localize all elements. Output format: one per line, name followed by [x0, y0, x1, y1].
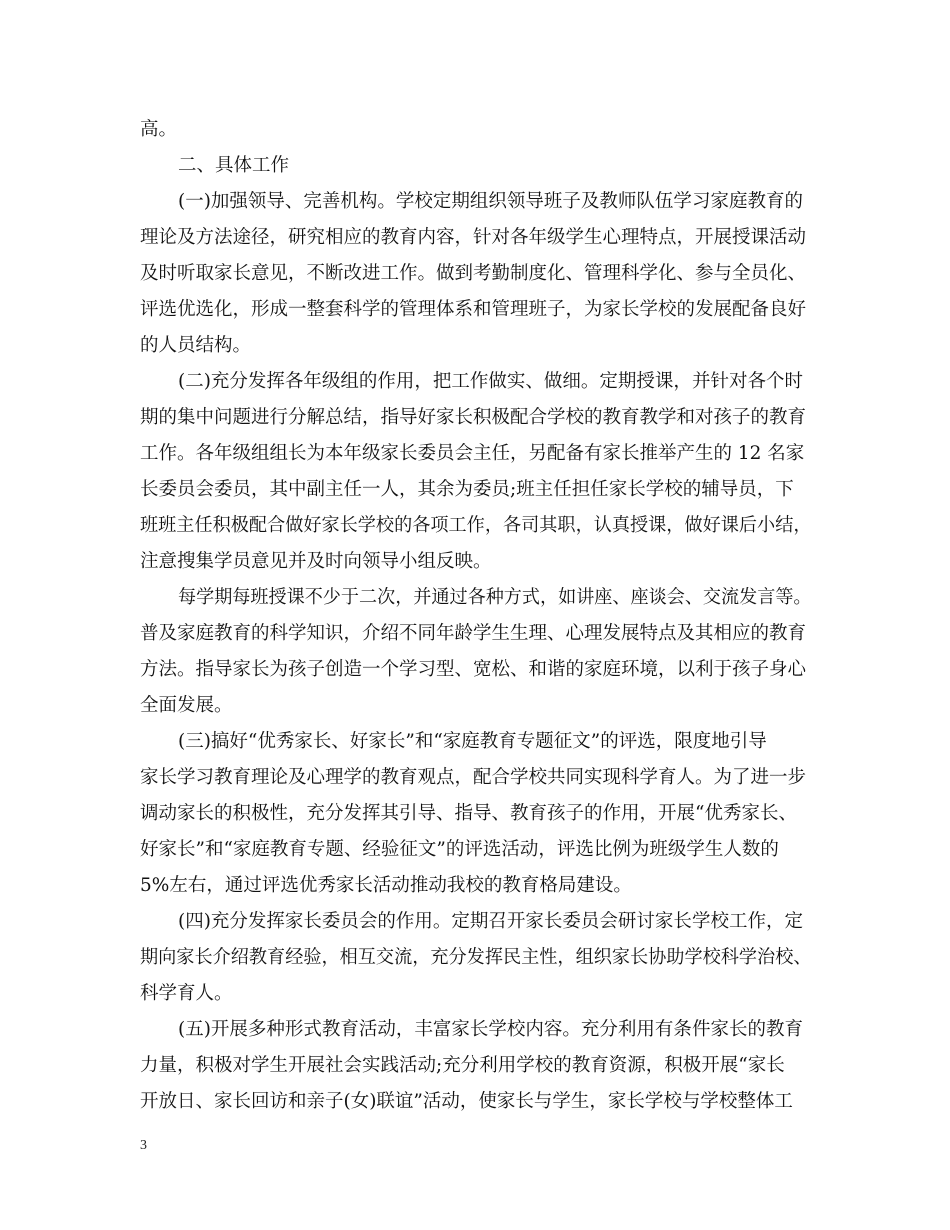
text-line: (五)开展多种形式教育活动，丰富家长学校内容。充分利用有条件家长的教育: [178, 1019, 803, 1040]
text-line: 力量，积极对学生开展社会实践活动;充分利用学校的教育资源，积极开展“家长: [140, 1055, 785, 1076]
text-line: 期向家长介绍教育经验，相互交流，充分发挥民主性，组织家长协助学校科学治校、: [140, 947, 812, 968]
text-line: 高。: [140, 119, 178, 140]
text-line: (二)充分发挥各年级组的作用，把工作做实、做细。定期授课，并针对各个时: [178, 371, 803, 392]
section-heading: 二、具体工作: [178, 155, 290, 176]
text-line: 科学育人。: [140, 983, 233, 1004]
text-line: 班班主任积极配合做好家长学校的各项工作，各司其职，认真授课，做好课后小结，: [140, 515, 812, 536]
text-line: 调动家长的积极性，充分发挥其引导、指导、教育孩子的作用，开展“优秀家长、: [140, 803, 797, 824]
text-line: (四)充分发挥家长委员会的作用。定期召开家长委员会研讨家长学校工作，定: [178, 911, 803, 932]
text-line: 5%左右，通过评选优秀家长活动推动我校的教育格局建设。: [140, 875, 632, 896]
text-line: 工作。各年级组组长为本年级家长委员会主任，另配备有家长推举产生的 12 名家: [140, 443, 805, 464]
text-line: (三)搞好“优秀家长、好家长”和“家庭教育专题征文”的评选，限度地引导: [178, 731, 767, 752]
text-line: 注意搜集学员意见并及时向领导小组反映。: [140, 551, 492, 572]
page-number: 3: [140, 1138, 147, 1153]
text-line: 开放日、家长回访和亲子(女)联谊”活动，使家长与学生，家长学校与学校整体工: [140, 1091, 793, 1112]
text-line: 期的集中问题进行分解总结，指导好家长积极配合学校的教育教学和对孩子的教育: [140, 407, 807, 428]
text-line: 每学期每班授课不少于二次，并通过各种方式，如讲座、座谈会、交流发言等。: [178, 587, 812, 608]
text-line: 理论及方法途径，研究相应的教育内容，针对各年级学生心理特点，开展授课活动: [140, 227, 807, 248]
text-line: 普及家庭教育的科学知识，介绍不同年龄学生生理、心理发展特点及其相应的教育: [140, 623, 807, 644]
text-line: 家长学习教育理论及心理学的教育观点，配合学校共同实现科学育人。为了进一步: [140, 767, 807, 788]
text-line: 及时听取家长意见，不断改进工作。做到考勤制度化、管理科学化、参与全员化、: [140, 263, 807, 284]
text-line: 长委员会委员，其中副主任一人，其余为委员;班主任担任家长学校的辅导员，下: [140, 479, 794, 500]
text-line: 全面发展。: [140, 695, 233, 716]
text-line: 的人员结构。: [140, 335, 252, 356]
text-line: 好家长”和“家庭教育专题、经验征文”的评选活动，评选比例为班级学生人数的: [140, 839, 779, 860]
text-line: (一)加强领导、完善机构。学校定期组织领导班子及教师队伍学习家庭教育的: [178, 191, 803, 212]
text-line: 评选优选化，形成一整套科学的管理体系和管理班子，为家长学校的发展配备良好: [140, 299, 807, 320]
text-line: 方法。指导家长为孩子创造一个学习型、宽松、和谐的家庭环境，以利于孩子身心: [140, 659, 807, 680]
